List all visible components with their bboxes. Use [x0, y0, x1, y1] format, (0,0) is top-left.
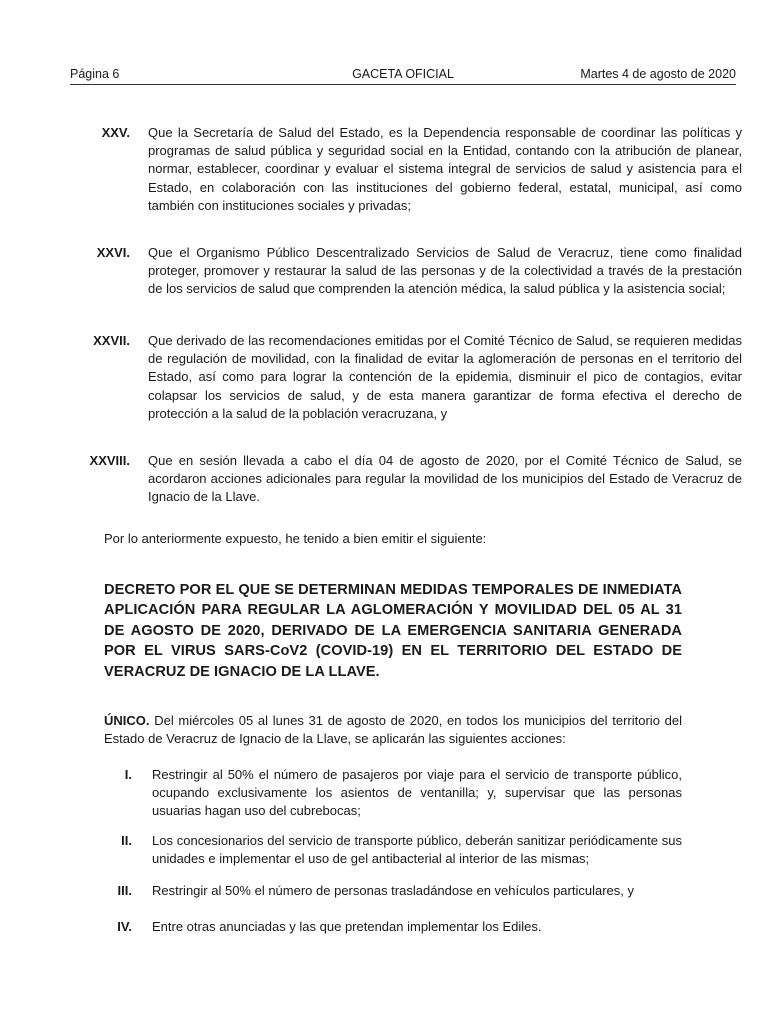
action-text: Restringir al 50% el número de pasajeros por viaje para el servicio de transporte público, ocupando exclusivamente los asientos de ventanilla; y, supervisar que las personas usuarias hagan uso del cubrebocas; [152, 767, 682, 819]
decree-title: DECRETO POR EL QUE SE DETERMINAN MEDIDAS TEMPORALES DE INMEDIATA APLICACIÓN PARA REGULAR LA AGLOMERACIÓN Y MOVILIDAD DEL 05 AL 31 DE AGOSTO DE 2020, DERIVADO DE LA EMERGENCIA SANITARIA GENERADA POR EL VIRUS SARS-CoV2 (COVID-19) EN EL TERRITORIO DEL ESTADO DE VERACRUZ DE IGNACIO DE LA LLAVE. [104, 582, 682, 680]
action-number: II. [121, 833, 132, 848]
publication-name: GACETA OFICIAL [352, 67, 454, 81]
issue-date: Martes 4 de agosto de 2020 [580, 67, 736, 81]
clause-text: Que el Organismo Público Descentralizado Servicios de Salud de Veracruz, tiene como finalidad proteger, promover y restaurar la salud de las personas y de la colectividad a través de la prestación de los servicios de salud que comprenden la atención médica, la salud pública y la asistencia social; [148, 245, 742, 297]
page-number: Página 6 [70, 67, 120, 81]
clause-text: Que en sesión llevada a cabo el día 04 de agosto de 2020, por el Comité Técnico de Salud, se acordaron acciones adicionales para regular la movilidad de los municipios del Estado de Veracruz de Ignacio de la Llave. [148, 453, 742, 505]
action-text: Los concesionarios del servicio de transporte público, deberán sanitizar periódicamente sus unidades e implementar el uso de gel antibacterial al interior de las mismas; [152, 833, 682, 867]
action-number: I. [124, 767, 132, 782]
clause-number: XXV. [101, 125, 130, 140]
action-number: IV. [117, 919, 132, 934]
clause-number: XXVI. [96, 245, 130, 260]
header-rule [70, 84, 736, 85]
clause-number: XXVII. [93, 333, 130, 348]
action-text: Restringir al 50% el número de personas trasladándose en vehículos particulares, y [152, 883, 634, 898]
clause-number: XXVIII. [89, 453, 130, 468]
article-unico [104, 712, 682, 748]
clause-text: Que la Secretaría de Salud del Estado, es la Dependencia responsable de coordinar las políticas y programas de salud pública y seguridad social en la Entidad, contando con la atribución de planear, normar, establecer, coordinar y evaluar el sistema integral de servicios de salud y asistencia para el Estado, en colaboración con las instituciones del gobierno federal, estatal, municipal, así como también con instituciones sociales y privadas; [148, 125, 742, 213]
article-text: Del miércoles 05 al lunes 31 de agosto de 2020, en todos los municipios del territorio del Estado de Veracruz de Ignacio de la Llave, se aplicarán las siguientes acciones: [104, 713, 682, 747]
action-text: Entre otras anunciadas y las que pretendan implementar los Ediles. [152, 919, 542, 934]
action-number: III. [117, 883, 132, 898]
clause-text: Que derivado de las recomendaciones emitidas por el Comité Técnico de Salud, se requieren medidas de regulación de movilidad, con la finalidad de evitar la aglomeración de personas en el territorio del Estado, así como para lograr la contención de la epidemia, disminuir el pico de contagios, evitar colapsar los servicios de salud, y de esta manera garantizar de forma efectiva el derecho de protección a la salud de la población veracruzana, y [148, 333, 742, 421]
intro-paragraph: Por lo anteriormente expuesto, he tenido a bien emitir el siguiente: [104, 531, 487, 546]
article-label: ÚNICO. [104, 713, 150, 728]
